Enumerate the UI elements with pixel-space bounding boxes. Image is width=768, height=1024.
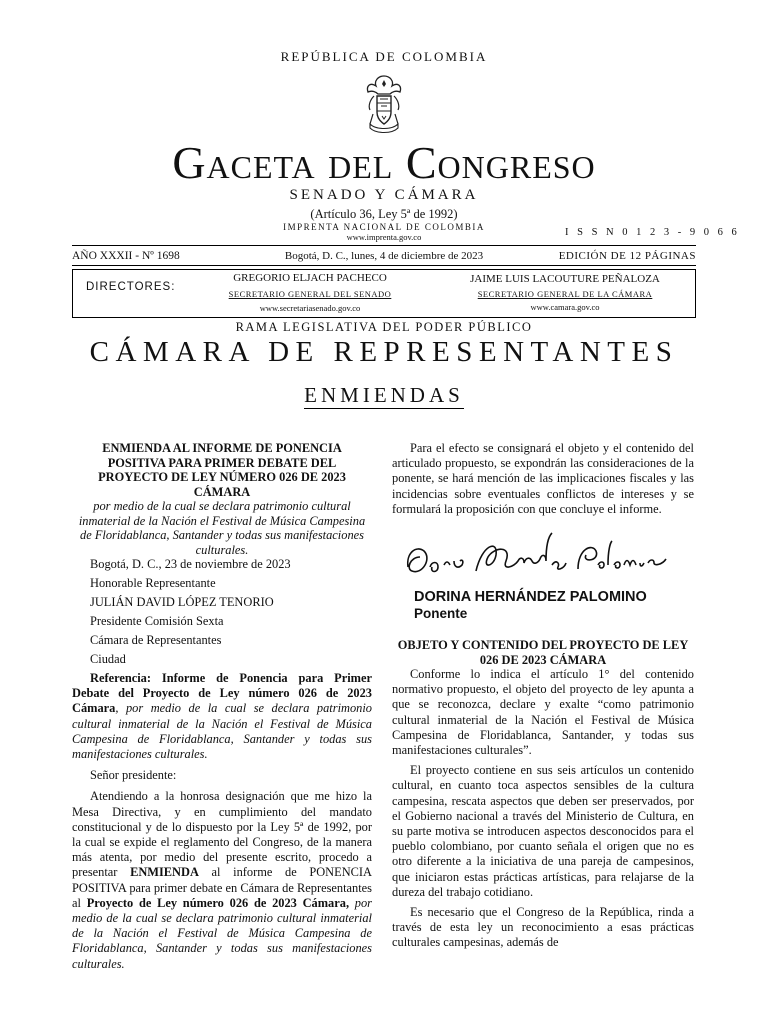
newspaper-subtitle: SENADO Y CÁMARA [289,187,479,203]
letter-recipient-role: Presidente Comisión Sexta [90,614,224,628]
body-text-2: al informe de PONENCIA POSITIVA para primer debate en Cámara de Representantes al [72,865,372,910]
object-paragraph-3: Es necesario que el Congreso de la República, rinda a través de esta ley un reconocimiento a esas prácticas culturales campesinas, además de [392,905,694,950]
director-chamber-role: SECRETARIO GENERAL DE LA CÁMARA [477,289,653,299]
legal-basis: (Artículo 36, Ley 5ª de 1992) [310,207,458,221]
issue-number: AÑO XXXII - Nº 1698 [72,250,180,262]
letter-date: Bogotá, D. C., 23 de noviembre de 2023 [90,557,291,571]
letter-recipient: JULIÁN DAVID LÓPEZ TENORIO [90,595,274,609]
letter-greeting: Señor presidente: [90,768,177,783]
director-senate-role: SECRETARIO GENERAL DEL SENADO [228,289,392,299]
letter-salutation-title: Honorable Representante [90,576,216,590]
branch-heading: RAMA LEGISLATIVA DEL PODER PÚBLICO [235,320,533,334]
director-senate-name: GREGORIO ELJACH PACHECO [233,272,387,284]
director-senate-url: www.secretariasenado.gov.co [259,303,361,313]
section-label: ENMIENDAS [304,383,464,407]
document-subtitle: por medio de la cual se declara patrimonio cultural inmaterial de la Nación el Festival de Música Campesina de Floridablanca, Santander y todas sus manifestaciones culturales. [78,499,366,557]
right-column [392,441,694,951]
object-paragraph-2: El proyecto contiene en sus seis artículos un contenido cultural, en cuanto toca aspectos sensibles de la cultura campesina, rescata aspectos que deben ser preservados, por el Gobierno nacional a través del Ministerio de Cultura, en su parte motiva se introducen aspectos desconocidos para el pueblo colombiano, por cuanto señala el origen que no es otro diferente a la iniciativa de una pareja de campesinos, que iniciaron estas prácticas artísticas, para relajarse de la dureza del trabajo cotidiano. [392,763,694,899]
header-rule-top [72,245,696,246]
issn: I S S N 0 1 2 3 - 9 0 6 6 [565,227,740,238]
printer-url: www.imprenta.gov.co [346,232,422,242]
letter-recipient-institution: Cámara de Representantes [90,633,222,647]
body-paragraph [72,789,372,971]
document-title: ENMIENDA AL INFORME DE PONENCIA POSITIVA PARA PRIMER DEBATE DEL PROYECTO DE LEY NÚMERO 026 DE 2023 CÁMARA [98,441,346,499]
chamber-heading: CÁMARA DE REPRESENTANTES [89,336,679,368]
letter-city: Ciudad [90,652,126,666]
reference-bold: Referencia: Informe de Ponencia para Primer Debate del Proyecto de Ley número 026 de 2023 Cámara [72,671,372,716]
body-text-1: Atendiendo a la honrosa designación que me hizo la Mesa Directiva, y en cumplimiento del mandato constitucional y de lo dispuesto por la Ley 5ª de 1992, por la cual se expide el reglamento del Congreso, de la manera más atenta, por medio del presente escrito, procedo a presentar [72,789,372,880]
signature-icon [402,531,672,587]
reference-paragraph [72,671,372,762]
signer-name: DORINA HERNÁNDEZ PALOMINO [414,589,647,606]
republic-heading: REPÚBLICA DE COLOMBIA [280,49,488,64]
reference-italic: , por medio de la cual se declara patrimonio cultural inmaterial de la Nación el Festival de Música Campesina de Floridablanca, Santander y todas sus manifestaciones culturales. [72,701,372,762]
director-chamber-url: www.camara.gov.co [530,302,600,312]
body-bold-2: Proyecto de Ley número 026 de 2023 Cámara, [86,895,350,910]
directors-label: DIRECTORES: [86,281,176,293]
edition-pages: EDICIÓN DE 12 PÁGINAS [558,250,696,262]
header-rule-bottom [72,265,696,266]
body-italic: por medio de la cual se declara patrimonio cultural inmaterial de la Nación el Festival de Música Campesina de Floridablanca, Santander y todas sus manifestaciones culturales. [72,895,372,971]
left-column [72,441,372,972]
issue-date: Bogotá, D. C., lunes, 4 de diciembre de 2023 [284,250,484,262]
section-heading [0,383,768,408]
intro-paragraph: Para el efecto se consignará el objeto y el contenido del articulado propuesto, se expondrán las consideraciones de la ponente, se hará mención de las implicaciones fiscales y las incidencias sobre eventuales conflictos de intereses y se formulará la proposición con que concluye el informe. [392,441,694,516]
printer-name: IMPRENTA NACIONAL DE COLOMBIA [283,222,485,232]
body-bold-1: ENMIENDA [130,865,199,880]
coat-of-arms-icon [364,72,404,136]
object-paragraph-1: Conforme lo indica el artículo 1° del contenido normativo propuesto, el objeto del proyecto de ley apunta a que se reconozca, declare y exalte “como patrimonio cultural inmaterial de la Nación el Festival de Música Campesina de Floridablanca, Santander, y todas sus manifestaciones culturales”. [392,667,694,758]
newspaper-title: Gaceta del Congreso [172,137,596,188]
signer-role: Ponente [414,606,468,622]
object-section-title: OBJETO Y CONTENIDO DEL PROYECTO DE LEY 026 DE 2023 CÁMARA [397,638,689,667]
director-chamber-name: JAIME LUIS LACOUTURE PEÑALOZA [470,273,660,285]
